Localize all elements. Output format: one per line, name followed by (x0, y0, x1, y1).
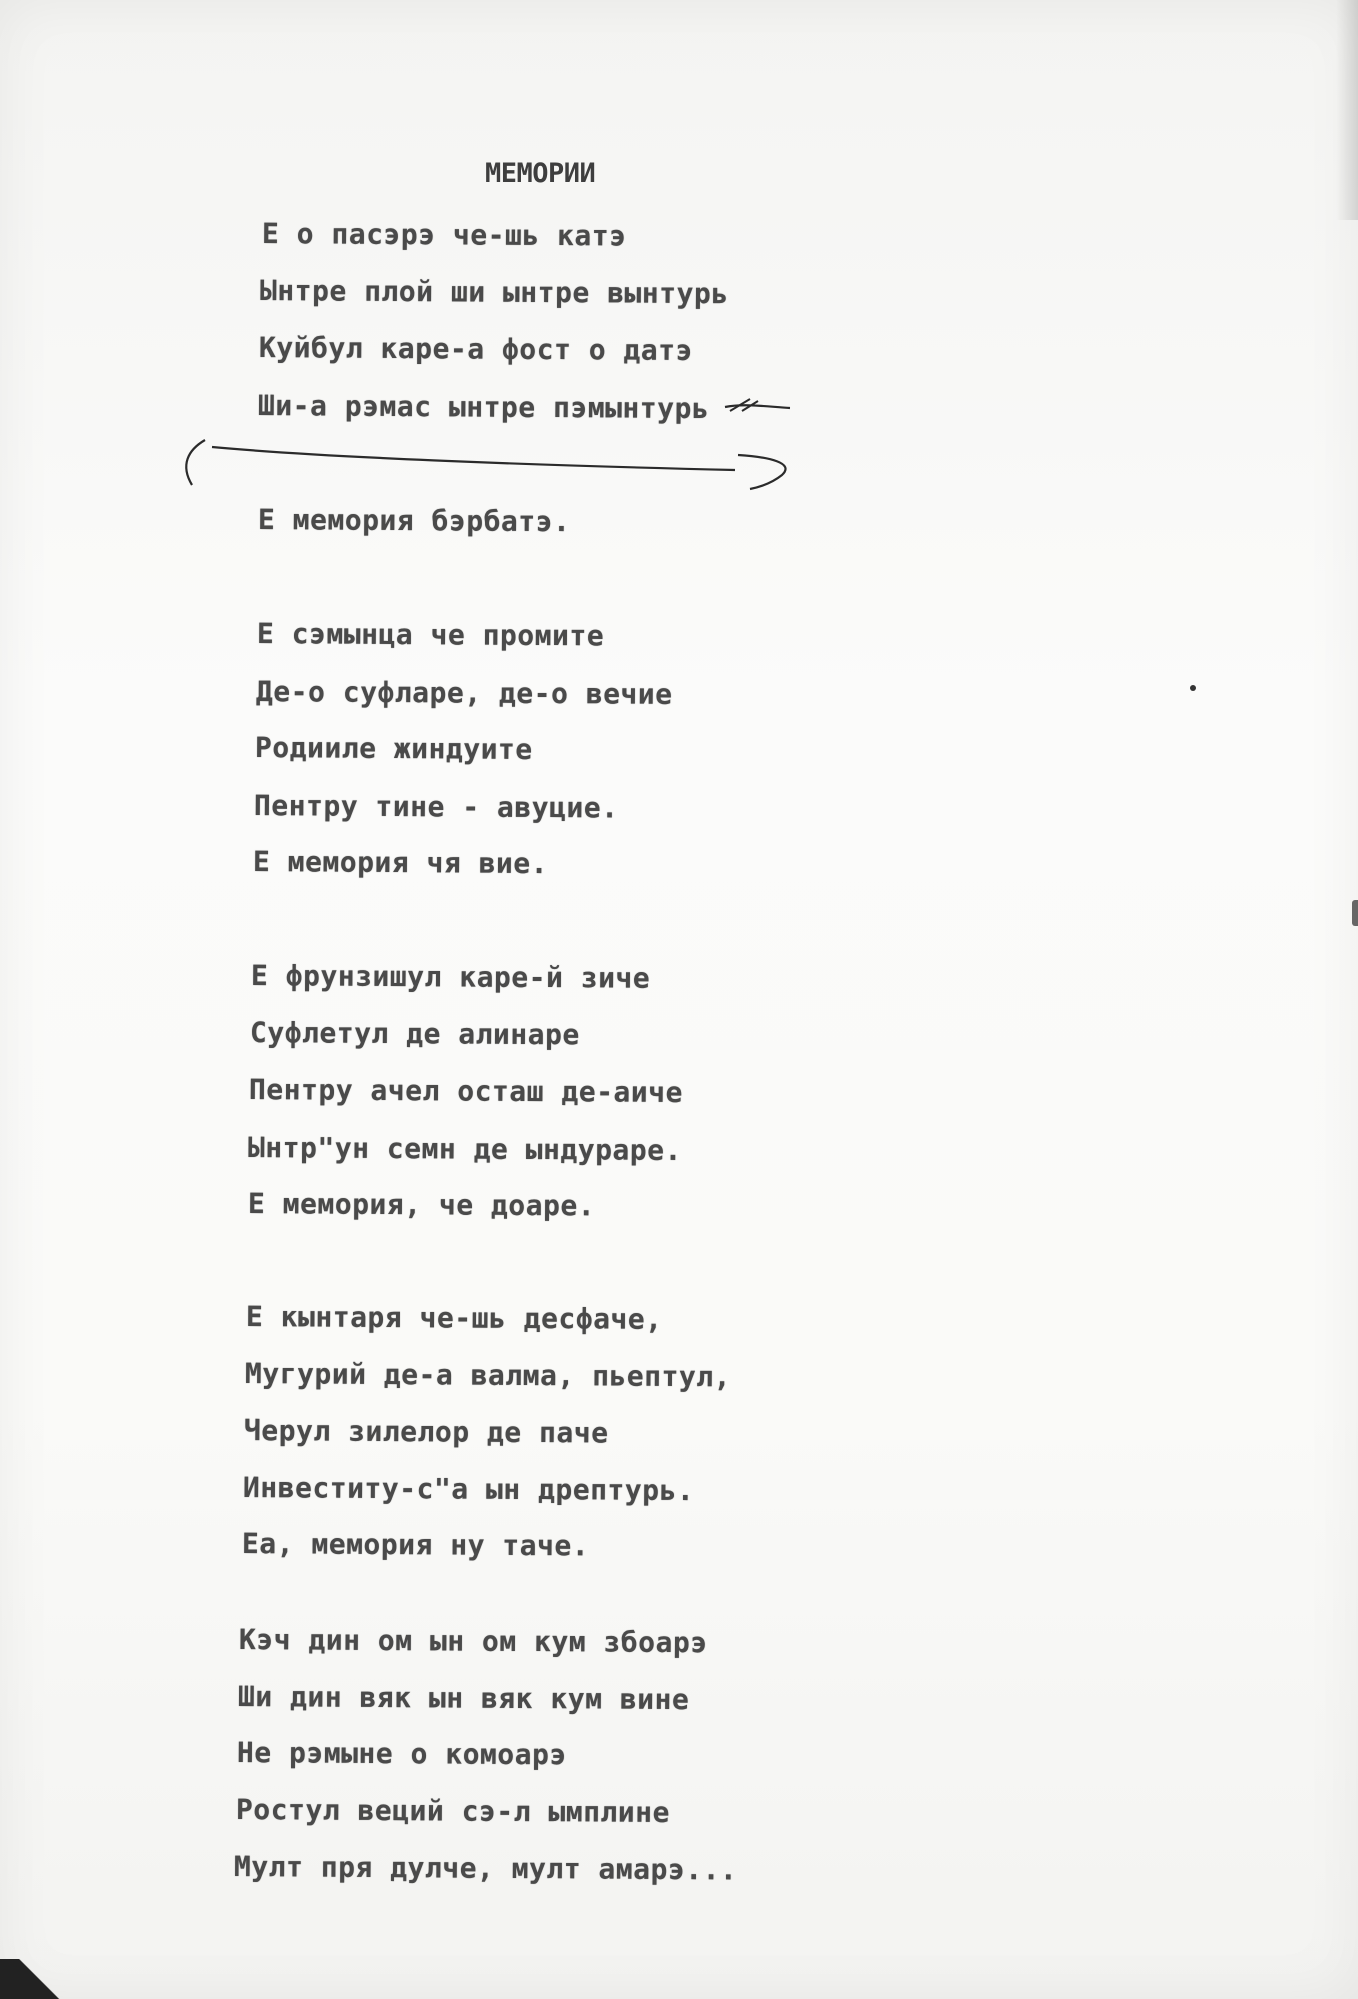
poem-line: Е о пасэрэ че-шь катэ (261, 217, 627, 253)
poem-line: Е мемория, че доаре. (247, 1187, 596, 1223)
poem-line: Ши дин вяк ын вяк кум вине (237, 1680, 690, 1717)
poem-line: Мугурий де-а валма, пьептул, (244, 1357, 732, 1394)
poem-line: Черул зилелор де паче (243, 1414, 609, 1450)
poem-line: Е кынтаря че-шь десфаче, (245, 1300, 663, 1336)
poem-line: Ростул веций сэ-л ымплине (235, 1793, 671, 1830)
poem-line: Мулт пря дулче, мулт амарэ... (233, 1850, 738, 1887)
poem-line: Ынтр"ун семн де ындураре. (247, 1131, 683, 1168)
poem-line: Еа, мемория ну тaче. (241, 1527, 590, 1563)
poem-title: МЕМОРИИ (485, 158, 596, 189)
poem-line: Е мемория бэрбатэ. (257, 503, 571, 539)
poem-line: Ши-а рэмас ынтре пэмынтурь (257, 389, 710, 426)
poem-line: Е сэмынца че промите (256, 617, 605, 653)
poem-line: Де-о суфларе, де-о вечие (255, 675, 673, 711)
poem-line: Кэч дин ом ын ом кум збоарэ (238, 1623, 708, 1660)
poem-line: Не рэмыне о комоарэ (236, 1736, 567, 1772)
poem-line: Инвеститу-с"а ын дрептурь. (242, 1471, 695, 1508)
poem-line: Пентру тине - авуцие. (253, 789, 619, 825)
poem-line: Куйбул каре-а фост о датэ (258, 331, 694, 368)
poem-line: Ынтре плой ши ынтре вынтурь (259, 274, 729, 311)
poem-line: Е фрунзишул каре-й зиче (250, 959, 651, 995)
poem-line: Суфлетул де алинаре (249, 1016, 580, 1052)
poem-line: Родииле жиндуите (254, 731, 533, 766)
poem-line: Е мемория чя вие. (252, 845, 549, 881)
poem-line: Пентру ачел осташ де-аиче (248, 1073, 684, 1110)
